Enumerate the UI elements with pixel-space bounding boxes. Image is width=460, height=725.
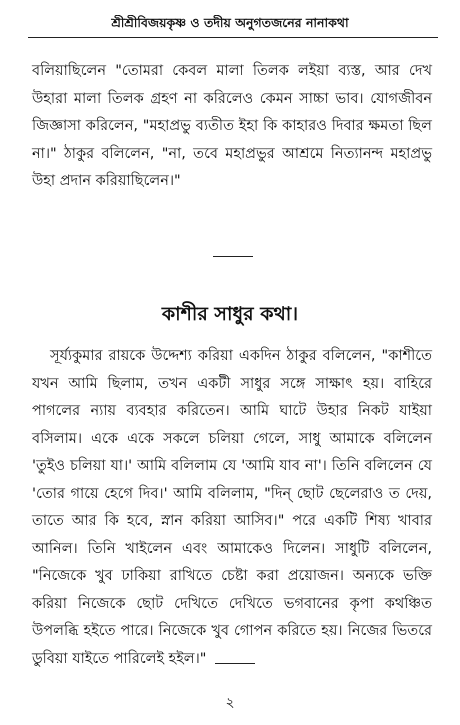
header-rule xyxy=(28,37,438,38)
running-title: শ্রীশ্রীবিজয়কৃষ্ণ ও তদীয় অনুগতজনের নানাকথা xyxy=(111,15,349,30)
section-heading: কাশীর সাধুর কথা। xyxy=(161,303,299,325)
section-divider xyxy=(213,256,253,257)
page-number: ২ xyxy=(225,695,235,711)
paragraph-continued: বলিয়াছিলেন "তোমরা কেবল মালা তিলক লইয়া ব্যস্ত, আর দেখ উহারা মালা তিলক গ্রহণ না করিলেও কেমন সাচ্চা ভাব। যোগজীবন জিজ্ঞাসা করিলেন, "মহাপ্রভু ব্যতীত ইহা কি কাহারও দিবার ক্ষমতা ছিল না।" ঠাকুর বলিলেন, "না, তবে মহাপ্রভুর আশ্রমে নিত্যানন্দ মহাপ্রভু উহা প্রদান করিয়াছিলেন।" xyxy=(32,63,432,189)
end-divider xyxy=(215,663,255,664)
paragraph-story: সূর্য্যকুমার রায়কে উদ্দেশ্য করিয়া একদিন ঠাকুর বলিলেন, "কাশীতে যখন আমি ছিলাম, তখন একটী সাধুর সঙ্গে সাক্ষাৎ হয়। বাহিরে পাগলের ন্যায় ব্যবহার করিতেন। আমি ঘাটে উহার নিকট যাইয়া বসিলাম। একে একে সকলে চলিয়া গেলে, সাধু আমাকে বলিলেন 'তুইও চলিয়া যা।' আমি বলিলাম যে 'আমি যাব না'। তিনি বলিলেন যে 'তোর গায়ে হেগে দিব।' আমি বলিলাম, "দিন্ ছোট ছেলেরাও ত দেয়, তাতে আর কি হবে, স্নান করিয়া আসিব।" পরে একটি শিষ্য খাবার আনিল। তিনি খাইলেন এবং আমাকেও দিলেন। সাধুটি বলিলেন, "নিজেকে খুব ঢাকিয়া রাখিতে চেষ্টা করা প্রয়োজন। অন্যকে ভক্তি করিয়া নিজেকে ছোট দেখিতে দেখিতে ভগবানের কৃপা কথঞ্চিত উপলব্ধি হইতে পারে। নিজেকে খুব গোপন করিতে হয়। নিজের ভিতরে ডুবিয়া যাইতে পারিলেই হইল।" xyxy=(32,348,432,667)
